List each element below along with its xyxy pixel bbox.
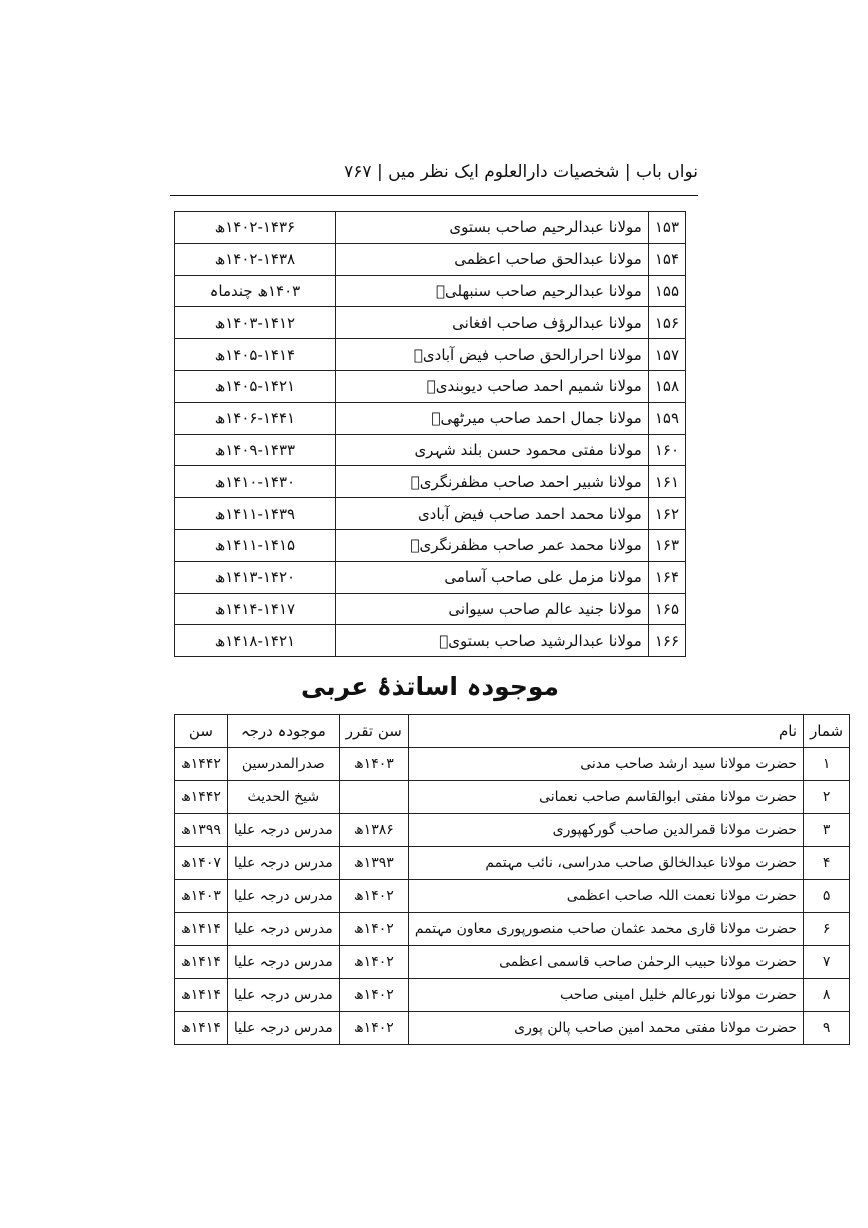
staff-name: حضرت مولانا حبیب الرحمٰن صاحب قاسمی اعظمی xyxy=(408,946,803,979)
tenure-period: ۱۴۱۰-۱۴۳۰ھ xyxy=(175,466,336,498)
section-title: موجودہ اساتذۂ عربی xyxy=(300,672,560,701)
table-row xyxy=(175,593,686,625)
table-row xyxy=(175,814,850,847)
table-row xyxy=(175,339,686,371)
row-number: ۵ xyxy=(804,880,850,913)
current-header-row xyxy=(175,715,850,748)
table-row xyxy=(175,212,686,244)
table-row xyxy=(175,370,686,402)
rank-year: ۱۴۴۲ھ xyxy=(175,781,228,814)
row-number: ۶ xyxy=(804,913,850,946)
tenure-period: ۱۴۰۶-۱۴۴۱ھ xyxy=(175,402,336,434)
staff-name: مولانا مفتی محمود حسن بلند شہری xyxy=(335,434,648,466)
header-rule xyxy=(170,195,698,196)
header-since: سن تقرر xyxy=(339,715,408,748)
staff-name: حضرت مولانا سید ارشد صاحب مدنی xyxy=(408,748,803,781)
tenure-period: ۱۴۰۹-۱۴۳۳ھ xyxy=(175,434,336,466)
current-rank: مدرس درجہ علیا xyxy=(227,847,339,880)
staff-name: مولانا مزمل علی صاحب آسامی xyxy=(335,561,648,593)
row-number: ۱۶۶ xyxy=(648,625,685,657)
rank-year: ۱۳۹۹ھ xyxy=(175,814,228,847)
table-row xyxy=(175,243,686,275)
table-row xyxy=(175,1012,850,1045)
staff-name: مولانا شمیم احمد صاحب دیوبندیؒ xyxy=(335,370,648,402)
staff-name: مولانا عبدالحق صاحب اعظمی xyxy=(335,243,648,275)
tenure-period: ۱۴۱۳-۱۴۲۰ھ xyxy=(175,561,336,593)
rank-year: ۱۴۱۴ھ xyxy=(175,979,228,1012)
appointment-year: ۱۳۹۳ھ xyxy=(339,847,408,880)
table-row xyxy=(175,625,686,657)
tenure-period: ۱۴۱۸-۱۴۲۱ھ xyxy=(175,625,336,657)
table-row xyxy=(175,979,850,1012)
table-row xyxy=(175,498,686,530)
former-staff-table xyxy=(174,211,686,657)
staff-name: مولانا شبیر احمد صاحب مظفرنگریؒ xyxy=(335,466,648,498)
staff-name: مولانا عبدالرؤف صاحب افغانی xyxy=(335,307,648,339)
appointment-year: ۱۳۸۶ھ xyxy=(339,814,408,847)
row-number: ۹ xyxy=(804,1012,850,1045)
current-rank: مدرس درجہ علیا xyxy=(227,1012,339,1045)
row-number: ۱۶۳ xyxy=(648,529,685,561)
current-rank: شیخ الحدیث xyxy=(227,781,339,814)
current-staff-rows xyxy=(175,748,850,1045)
table-row xyxy=(175,847,850,880)
current-rank: مدرس درجہ علیا xyxy=(227,979,339,1012)
tenure-period: ۱۴۰۵-۱۴۱۴ھ xyxy=(175,339,336,371)
header-year: سن xyxy=(175,715,228,748)
tenure-period: ۱۴۱۱-۱۴۳۹ھ xyxy=(175,498,336,530)
current-rank: مدرس درجہ علیا xyxy=(227,880,339,913)
row-number: ۱۵۶ xyxy=(648,307,685,339)
row-number: ۱۵۵ xyxy=(648,275,685,307)
running-header: نواں باب | شخصیات دارالعلوم ایک نظر میں | ۷۶۷ xyxy=(344,162,698,182)
table-row xyxy=(175,946,850,979)
staff-name: حضرت مولانا عبدالخالق صاحب مدراسی، نائب مہتمم xyxy=(408,847,803,880)
tenure-period: ۱۴۰۲-۱۴۳۶ھ xyxy=(175,212,336,244)
page-header xyxy=(170,160,698,196)
table-row xyxy=(175,275,686,307)
current-rank: صدرالمدرسین xyxy=(227,748,339,781)
table-row xyxy=(175,913,850,946)
row-number: ۱۵۴ xyxy=(648,243,685,275)
rank-year: ۱۴۴۲ھ xyxy=(175,748,228,781)
table-row xyxy=(175,402,686,434)
header-num: شمار xyxy=(804,715,850,748)
current-rank: مدرس درجہ علیا xyxy=(227,913,339,946)
row-number: ۴ xyxy=(804,847,850,880)
appointment-year: ۱۴۰۲ھ xyxy=(339,1012,408,1045)
staff-name: مولانا عبدالرحیم صاحب سنبھلیؒ xyxy=(335,275,648,307)
row-number: ۱۶۰ xyxy=(648,434,685,466)
tenure-period: ۱۴۱۴-۱۴۱۷ھ xyxy=(175,593,336,625)
staff-name: مولانا احرارالحق صاحب فیض آبادیؒ xyxy=(335,339,648,371)
staff-name: حضرت مولانا مفتی ابوالقاسم صاحب نعمانی xyxy=(408,781,803,814)
row-number: ۸ xyxy=(804,979,850,1012)
row-number: ۱۶۲ xyxy=(648,498,685,530)
header-rank: موجودہ درجہ xyxy=(227,715,339,748)
rank-year: ۱۴۱۴ھ xyxy=(175,913,228,946)
staff-name: حضرت مولانا قمرالدین صاحب گورکھپوری xyxy=(408,814,803,847)
table-row xyxy=(175,466,686,498)
tenure-period: ۱۴۰۲-۱۴۳۸ھ xyxy=(175,243,336,275)
row-number: ۲ xyxy=(804,781,850,814)
appointment-year: ۱۴۰۳ھ xyxy=(339,748,408,781)
header-name: نام xyxy=(408,715,803,748)
row-number: ۱۵۳ xyxy=(648,212,685,244)
current-staff-table xyxy=(174,714,850,1045)
staff-name: حضرت مولانا قاری محمد عثمان صاحب منصورپوری معاون مہتمم xyxy=(408,913,803,946)
table-row xyxy=(175,434,686,466)
appointment-year: ۱۴۰۲ھ xyxy=(339,880,408,913)
rank-year: ۱۴۰۷ھ xyxy=(175,847,228,880)
row-number: ۱۶۴ xyxy=(648,561,685,593)
appointment-year xyxy=(339,781,408,814)
tenure-period: ۱۴۰۵-۱۴۲۱ھ xyxy=(175,370,336,402)
rank-year: ۱۴۱۴ھ xyxy=(175,1012,228,1045)
table-row xyxy=(175,307,686,339)
tenure-period: ۱۴۱۱-۱۴۱۵ھ xyxy=(175,529,336,561)
staff-name: مولانا جمال احمد صاحب میرٹھیؒ xyxy=(335,402,648,434)
current-rank: مدرس درجہ علیا xyxy=(227,946,339,979)
row-number: ۱۵۸ xyxy=(648,370,685,402)
table-row xyxy=(175,880,850,913)
row-number: ۱۶۵ xyxy=(648,593,685,625)
former-staff-rows xyxy=(175,212,686,657)
appointment-year: ۱۴۰۲ھ xyxy=(339,979,408,1012)
appointment-year: ۱۴۰۲ھ xyxy=(339,946,408,979)
staff-name: مولانا جنید عالم صاحب سیوانی xyxy=(335,593,648,625)
row-number: ۱۵۷ xyxy=(648,339,685,371)
row-number: ۱ xyxy=(804,748,850,781)
row-number: ۱۶۱ xyxy=(648,466,685,498)
staff-name: مولانا عبدالرشید صاحب بستویؒ xyxy=(335,625,648,657)
row-number: ۱۵۹ xyxy=(648,402,685,434)
table-row xyxy=(175,529,686,561)
staff-name: حضرت مولانا نعمت اللہ صاحب اعظمی xyxy=(408,880,803,913)
staff-name: حضرت مولانا نورعالم خلیل امینی صاحب xyxy=(408,979,803,1012)
staff-name: مولانا عبدالرحیم صاحب بستوی xyxy=(335,212,648,244)
rank-year: ۱۴۰۳ھ xyxy=(175,880,228,913)
row-number: ۳ xyxy=(804,814,850,847)
row-number: ۷ xyxy=(804,946,850,979)
table-row xyxy=(175,748,850,781)
current-rank: مدرس درجہ علیا xyxy=(227,814,339,847)
table-row xyxy=(175,781,850,814)
tenure-period: ۱۴۰۳ھ چندماہ xyxy=(175,275,336,307)
table-row xyxy=(175,561,686,593)
rank-year: ۱۴۱۴ھ xyxy=(175,946,228,979)
staff-name: حضرت مولانا مفتی محمد امین صاحب پالن پوری xyxy=(408,1012,803,1045)
staff-name: مولانا محمد عمر صاحب مظفرنگریؒ xyxy=(335,529,648,561)
appointment-year: ۱۴۰۲ھ xyxy=(339,913,408,946)
staff-name: مولانا محمد احمد صاحب فیض آبادی xyxy=(335,498,648,530)
tenure-period: ۱۴۰۳-۱۴۱۲ھ xyxy=(175,307,336,339)
